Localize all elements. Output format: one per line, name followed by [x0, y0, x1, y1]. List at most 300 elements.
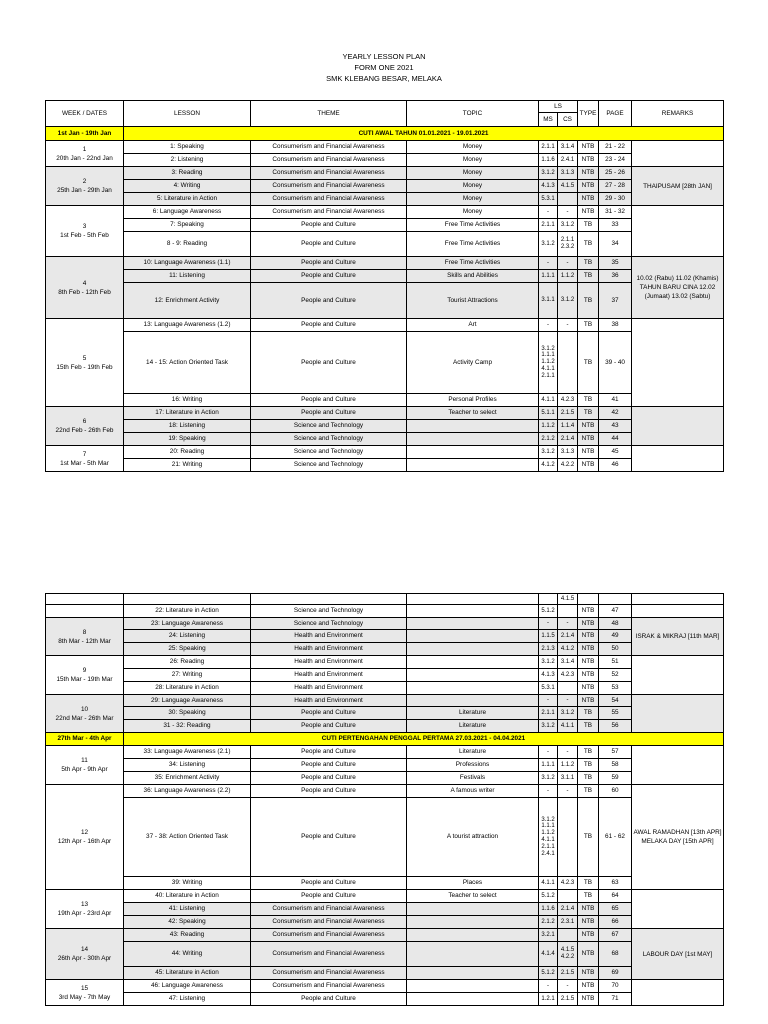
page-cell: 25 - 26	[599, 167, 632, 180]
topic-cell	[407, 630, 539, 643]
topic-cell: Places	[407, 877, 539, 890]
table-row	[46, 433, 724, 446]
week-dates-cell	[46, 206, 124, 257]
cs-cell: 1.1.2	[558, 759, 578, 772]
table-row	[46, 141, 724, 154]
week-dates: 5th Apr - 9th Apr	[61, 766, 108, 773]
page-cell: 29 - 30	[599, 193, 632, 206]
cs-cell: 2.1.4	[558, 630, 578, 643]
ms-cell: 5.3.1	[539, 682, 558, 695]
theme-cell: People and Culture	[251, 720, 407, 733]
week-number: 13	[80, 901, 89, 908]
table-row	[46, 682, 724, 695]
col-remarks: REMARKS	[632, 101, 724, 127]
topic-cell: Money	[407, 180, 539, 193]
week-dates: 26th Apr - 30th Apr	[57, 955, 112, 962]
theme-cell: Consumerism and Financial Awareness	[251, 206, 407, 219]
theme-cell: People and Culture	[251, 785, 407, 798]
page-cell: 46	[599, 459, 632, 472]
table-row	[46, 772, 724, 785]
topic-cell: Personal Profiles	[407, 394, 539, 407]
lesson-cell: 16: Writing	[124, 394, 251, 407]
type-cell: NTB	[578, 193, 599, 206]
type-cell: NTB	[578, 903, 599, 916]
week-dates-cell	[46, 980, 124, 1006]
lesson-cell: 31 - 32: Reading	[124, 720, 251, 733]
week-dates-cell	[46, 319, 124, 407]
ms-cell: -	[539, 257, 558, 270]
type-cell: NTB	[578, 967, 599, 980]
table-row	[46, 695, 724, 707]
type-cell: NTB	[578, 618, 599, 630]
lesson-cell: 44: Writing	[124, 942, 251, 967]
col-theme: THEME	[251, 101, 407, 127]
theme-cell: Science and Technology	[251, 605, 407, 618]
table-cell	[539, 594, 558, 605]
ms-cell: 1.1.6	[539, 903, 558, 916]
theme-cell: Science and Technology	[251, 433, 407, 446]
page-cell: 59	[599, 772, 632, 785]
type-cell: TB	[578, 720, 599, 733]
ms-cell: 1.2.1	[539, 993, 558, 1006]
page-cell: 69	[599, 967, 632, 980]
table-row	[46, 967, 724, 980]
type-cell: NTB	[578, 154, 599, 167]
page-cell: 36	[599, 270, 632, 283]
topic-cell	[407, 903, 539, 916]
holiday-row	[46, 127, 724, 141]
type-cell: TB	[578, 890, 599, 903]
ms-cell: 1.1.5	[539, 630, 558, 643]
theme-cell: People and Culture	[251, 707, 407, 720]
page-cell: 41	[599, 394, 632, 407]
col-topic: TOPIC	[407, 101, 539, 127]
cs-cell: 2.4.1	[558, 154, 578, 167]
week-number: 3	[82, 223, 87, 230]
remarks-cell	[632, 407, 724, 446]
ms-cell: 3.1.2	[539, 167, 558, 180]
ms-cell: 1.1.1	[539, 270, 558, 283]
page-cell: 68	[599, 942, 632, 967]
table-row	[46, 270, 724, 283]
ms-cell: 3.1.2	[539, 446, 558, 459]
doc-title: YEARLY LESSON PLAN FORM ONE 2021 SMK KLEBANG BESAR, MELAKA	[326, 52, 442, 83]
theme-cell: Health and Environment	[251, 630, 407, 643]
table-row	[46, 407, 724, 420]
type-cell: NTB	[578, 695, 599, 707]
week-number: 1	[82, 145, 87, 153]
holiday-label: CUTI AWAL TAHUN 01.01.2021 - 19.01.2021	[124, 127, 724, 141]
table-row	[46, 630, 724, 643]
page-cell: 38	[599, 319, 632, 332]
theme-cell: Health and Environment	[251, 669, 407, 682]
page-cell: 27 - 28	[599, 180, 632, 193]
theme-cell: People and Culture	[251, 232, 407, 257]
topic-cell	[407, 618, 539, 630]
ms-cell: 3.1.2	[539, 232, 558, 257]
lesson-cell: 45: Literature in Action	[124, 967, 251, 980]
page-cell: 51	[599, 656, 632, 669]
topic-cell: Money	[407, 193, 539, 206]
week-dates: 1st Mar - 5th Mar	[60, 459, 109, 467]
table-row	[46, 193, 724, 206]
week-number: 12	[80, 829, 89, 836]
topic-cell	[407, 929, 539, 942]
page-cell: 31 - 32	[599, 206, 632, 219]
cs-cell: 2.1.5	[558, 993, 578, 1006]
col-type: TYPE	[578, 101, 599, 127]
page-cell: 42	[599, 407, 632, 420]
theme-cell: People and Culture	[251, 746, 407, 759]
table-row	[46, 746, 724, 759]
week-dates: 3rd May - 7th May	[58, 993, 111, 1001]
page-cell: 50	[599, 643, 632, 656]
ms-cell: 2.1.3	[539, 643, 558, 656]
theme-cell: Consumerism and Financial Awareness	[251, 916, 407, 929]
holiday-dates: 1st Jan - 19th Jan	[46, 127, 124, 141]
ms-cell: 3.1.2	[539, 772, 558, 785]
table-row	[46, 459, 724, 472]
week-number: 7	[82, 450, 87, 458]
theme-cell: Consumerism and Financial Awareness	[251, 154, 407, 167]
theme-cell: People and Culture	[251, 759, 407, 772]
topic-cell	[407, 695, 539, 707]
table-row	[46, 903, 724, 916]
type-cell: TB	[578, 332, 599, 394]
table-row	[46, 594, 724, 605]
ms-cell: -	[539, 746, 558, 759]
remarks-cell	[632, 446, 724, 472]
lesson-cell: 23: Language Awareness	[124, 618, 251, 630]
theme-cell: Consumerism and Financial Awareness	[251, 167, 407, 180]
page-cell: 45	[599, 446, 632, 459]
ms-cell: 4.1.3	[539, 669, 558, 682]
ms-cell: -	[539, 785, 558, 798]
theme-cell: Science and Technology	[251, 459, 407, 472]
topic-cell: Literature	[407, 707, 539, 720]
page-cell: 61 - 62	[599, 798, 632, 877]
table-cell	[251, 594, 407, 605]
page-cell: 37	[599, 283, 632, 319]
topic-cell: Literature	[407, 720, 539, 733]
remarks-cell: ISRAK & MIKRAJ [11th MAR]	[632, 618, 724, 656]
theme-cell: Consumerism and Financial Awareness	[251, 967, 407, 980]
cs-cell: 2.1.5	[558, 407, 578, 420]
page-cell: 63	[599, 877, 632, 890]
week-dates-cell	[46, 605, 124, 618]
theme-cell: Science and Technology	[251, 420, 407, 433]
topic-cell: Professions	[407, 759, 539, 772]
ms-cell: -	[539, 319, 558, 332]
topic-cell	[407, 459, 539, 472]
topic-cell: Skills and Abilities	[407, 270, 539, 283]
ms-cell: 1.1.2	[539, 420, 558, 433]
theme-cell: Consumerism and Financial Awareness	[251, 942, 407, 967]
col-ms: MS	[539, 113, 558, 127]
cs-cell	[558, 798, 578, 877]
table-cell	[632, 594, 724, 605]
week-dates: 8th Mar - 12th Mar	[58, 637, 111, 645]
col-ls: LS	[539, 101, 578, 113]
type-cell: NTB	[578, 420, 599, 433]
week-dates: 22nd Mar - 26th Mar	[55, 714, 114, 722]
cs-cell	[558, 929, 578, 942]
table-cell	[599, 594, 632, 605]
ms-cell: 4.1.1	[539, 877, 558, 890]
topic-cell	[407, 980, 539, 993]
page-cell: 60	[599, 785, 632, 798]
ms-cell: 3.1.2	[539, 720, 558, 733]
week-dates-cell	[46, 618, 124, 656]
theme-cell: Consumerism and Financial Awareness	[251, 141, 407, 154]
holiday-label: CUTI PERTENGAHAN PENGGAL PERTAMA 27.03.2021 - 04.04.2021	[124, 733, 724, 746]
week-number: 2	[82, 178, 87, 185]
cs-cell: 2.3.1	[558, 916, 578, 929]
week-number: 9	[82, 667, 87, 674]
topic-cell: Art	[407, 319, 539, 332]
cs-cell	[558, 332, 578, 394]
cs-cell: 4.2.3	[558, 877, 578, 890]
cs-cell: 4.1.5	[558, 180, 578, 193]
cs-cell	[558, 193, 578, 206]
lesson-cell: 43: Reading	[124, 929, 251, 942]
type-cell: NTB	[578, 929, 599, 942]
type-cell: NTB	[578, 180, 599, 193]
table-row	[46, 720, 724, 733]
theme-cell: People and Culture	[251, 993, 407, 1006]
topic-cell: Free Time Activities	[407, 257, 539, 270]
cs-cell: -	[558, 695, 578, 707]
table-row	[46, 180, 724, 193]
ms-cell: -	[539, 980, 558, 993]
theme-cell: People and Culture	[251, 877, 407, 890]
table-row	[46, 154, 724, 167]
topic-cell: Teacher to select	[407, 407, 539, 420]
table-row	[46, 219, 724, 232]
type-cell: NTB	[578, 942, 599, 967]
week-number: 4	[82, 279, 87, 287]
theme-cell: People and Culture	[251, 332, 407, 394]
topic-cell	[407, 967, 539, 980]
page-cell: 57	[599, 746, 632, 759]
cs-cell: 4.2.2	[558, 459, 578, 472]
table-cell: 4.1.5	[558, 594, 578, 605]
theme-cell: People and Culture	[251, 407, 407, 420]
table-row	[46, 206, 724, 219]
type-cell: NTB	[578, 167, 599, 180]
table-row	[46, 319, 724, 332]
week-number: 10	[80, 705, 89, 713]
theme-cell: People and Culture	[251, 890, 407, 903]
topic-cell	[407, 993, 539, 1006]
table-row	[46, 877, 724, 890]
ms-cell: -	[539, 695, 558, 707]
ms-cell: 1.1.6	[539, 154, 558, 167]
table-row	[46, 942, 724, 967]
theme-cell: Health and Environment	[251, 656, 407, 669]
ms-cell: 4.1.4	[539, 942, 558, 967]
lesson-cell: 42: Speaking	[124, 916, 251, 929]
cs-cell: -	[558, 319, 578, 332]
week-dates-cell	[46, 407, 124, 446]
lesson-cell: 1: Speaking	[124, 141, 251, 154]
remarks-cell	[632, 890, 724, 929]
cs-cell: 2.1.4	[558, 903, 578, 916]
cs-cell: 2.1.4	[558, 433, 578, 446]
lesson-cell: 19: Speaking	[124, 433, 251, 446]
remarks-cell	[632, 141, 724, 167]
col-page: PAGE	[599, 101, 632, 127]
table-cell	[46, 594, 124, 605]
type-cell: TB	[578, 746, 599, 759]
type-cell: TB	[578, 798, 599, 877]
lesson-cell: 7: Speaking	[124, 219, 251, 232]
topic-cell: Free Time Activities	[407, 219, 539, 232]
table-cell	[124, 594, 251, 605]
week-dates: 1st Feb - 5th Feb	[60, 232, 109, 239]
lesson-cell: 33: Language Awareness (2.1)	[124, 746, 251, 759]
type-cell: NTB	[578, 669, 599, 682]
table-row	[46, 257, 724, 270]
ms-cell: 1.1.1	[539, 759, 558, 772]
type-cell: NTB	[578, 459, 599, 472]
type-cell: NTB	[578, 993, 599, 1006]
week-dates: 19th Apr - 23rd Apr	[57, 910, 112, 917]
table-row	[46, 643, 724, 656]
col-lesson: LESSON	[124, 101, 251, 127]
week-dates: 15th Feb - 19th Feb	[56, 363, 113, 371]
topic-cell: Literature	[407, 746, 539, 759]
lesson-cell: 10: Language Awareness (1.1)	[124, 257, 251, 270]
page-cell: 21 - 22	[599, 141, 632, 154]
remarks-cell	[632, 656, 724, 695]
type-cell: NTB	[578, 630, 599, 643]
week-dates-cell	[46, 746, 124, 785]
type-cell: TB	[578, 319, 599, 332]
theme-cell: People and Culture	[251, 319, 407, 332]
cs-cell: 3.1.3	[558, 446, 578, 459]
cs-cell: 3.1.2	[558, 219, 578, 232]
topic-cell: Money	[407, 154, 539, 167]
type-cell: NTB	[578, 446, 599, 459]
table-row	[46, 394, 724, 407]
ms-cell: 5.1.2	[539, 605, 558, 618]
topic-cell: Tourist Attractions	[407, 283, 539, 319]
lesson-cell: 36: Language Awareness (2.2)	[124, 785, 251, 798]
ms-cell: 5.1.2	[539, 890, 558, 903]
lesson-cell: 47: Listening	[124, 993, 251, 1006]
theme-cell: Science and Technology	[251, 446, 407, 459]
holiday-dates: 27th Mar - 4th Apr	[46, 733, 124, 746]
lesson-cell: 21: Writing	[124, 459, 251, 472]
cs-cell: 3.1.1	[558, 772, 578, 785]
lesson-cell: 35: Enrichment Activity	[124, 772, 251, 785]
table-row	[46, 785, 724, 798]
topic-cell	[407, 916, 539, 929]
holiday-row	[46, 733, 724, 746]
remarks-cell: THAIPUSAM [28th JAN]	[632, 167, 724, 206]
page-cell: 34	[599, 232, 632, 257]
theme-cell: People and Culture	[251, 772, 407, 785]
table-row	[46, 916, 724, 929]
week-dates: 12th Apr - 16th Apr	[57, 838, 112, 845]
cs-cell: 3.1.2	[558, 283, 578, 319]
type-cell: NTB	[578, 141, 599, 154]
cs-cell	[558, 682, 578, 695]
type-cell: TB	[578, 257, 599, 270]
topic-cell	[407, 446, 539, 459]
type-cell: TB	[578, 219, 599, 232]
page-cell: 49	[599, 630, 632, 643]
theme-cell: Consumerism and Financial Awareness	[251, 180, 407, 193]
cs-cell: 3.1.4	[558, 656, 578, 669]
week-dates-cell	[46, 141, 124, 167]
type-cell: NTB	[578, 206, 599, 219]
week-number: 11	[81, 757, 88, 764]
week-dates: 15th Mar - 19th Mar	[56, 676, 113, 683]
page-cell: 44	[599, 433, 632, 446]
lesson-plan-table-1	[45, 100, 724, 472]
theme-cell: Consumerism and Financial Awareness	[251, 903, 407, 916]
topic-cell	[407, 433, 539, 446]
type-cell: NTB	[578, 916, 599, 929]
table-row	[46, 890, 724, 903]
cs-cell: 3.1.3	[558, 167, 578, 180]
week-dates-cell	[46, 167, 124, 206]
topic-cell	[407, 942, 539, 967]
type-cell: NTB	[578, 980, 599, 993]
remarks-cell: 10.02 (Rabu) 11.02 (Khamis) TAHUN BARU CINA 12.02 (Jumaat) 13.02 (Sabtu)	[632, 257, 724, 319]
ms-cell: -	[539, 206, 558, 219]
week-dates: 22nd Feb - 26th Feb	[55, 427, 114, 434]
ms-cell: 3.2.1	[539, 929, 558, 942]
topic-cell	[407, 656, 539, 669]
type-cell: TB	[578, 232, 599, 257]
week-dates: 20th Jan - 22nd Jan	[56, 154, 113, 162]
theme-cell: Consumerism and Financial Awareness	[251, 980, 407, 993]
cs-cell: -	[558, 785, 578, 798]
page-cell: 55	[599, 707, 632, 720]
page-cell: 23 - 24	[599, 154, 632, 167]
ms-cell: 2.1.2	[539, 916, 558, 929]
lesson-cell: 37 - 38: Action Oriented Task	[124, 798, 251, 877]
cs-cell: 2.1.5	[558, 967, 578, 980]
remarks-cell	[632, 319, 724, 407]
table-row	[46, 618, 724, 630]
col-cs: CS	[558, 113, 578, 127]
topic-cell: Free Time Activities	[407, 232, 539, 257]
lesson-cell: 4: Writing	[124, 180, 251, 193]
lesson-plan-table-2	[45, 593, 724, 1006]
table-row	[46, 332, 724, 394]
cs-cell: 4.1.2	[558, 643, 578, 656]
cs-cell: -	[558, 257, 578, 270]
lesson-cell: 14 - 15: Action Oriented Task	[124, 332, 251, 394]
theme-cell: People and Culture	[251, 270, 407, 283]
table-row	[46, 707, 724, 720]
page-cell: 39 - 40	[599, 332, 632, 394]
topic-cell	[407, 420, 539, 433]
topic-cell: Money	[407, 167, 539, 180]
topic-cell: A tourist attraction	[407, 798, 539, 877]
lesson-cell: 22: Literature in Action	[124, 605, 251, 618]
ms-cell: 2.1.1	[539, 141, 558, 154]
type-cell: NTB	[578, 656, 599, 669]
week-dates-cell	[46, 929, 124, 980]
ms-cell: 4.1.2	[539, 459, 558, 472]
week-dates-cell	[46, 257, 124, 319]
type-cell: TB	[578, 394, 599, 407]
